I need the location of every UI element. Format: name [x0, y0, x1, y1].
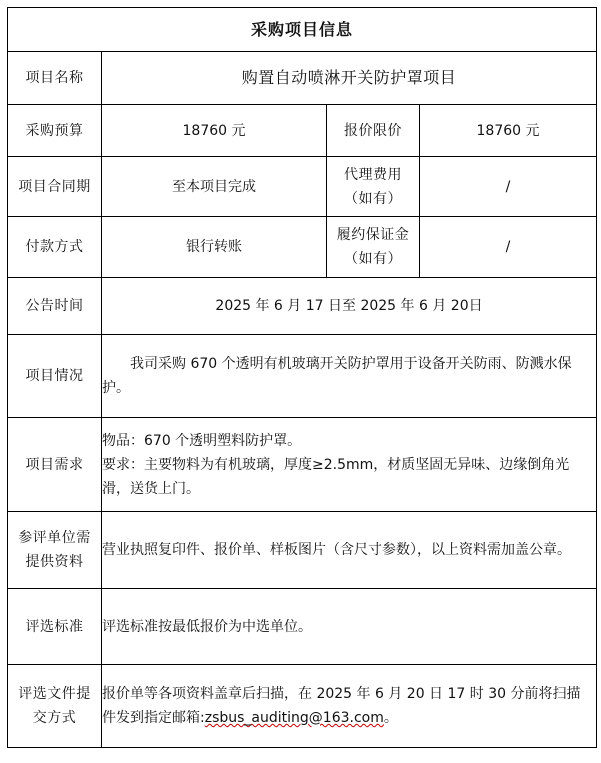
price-limit-value: 18760 元 [420, 105, 597, 157]
announcement-time-label: 公告时间 [8, 278, 102, 335]
project-requirements-value [102, 418, 597, 512]
row-required-materials [8, 512, 597, 589]
evaluation-criteria-value: 评选标准按最低报价为中选单位。 [102, 589, 597, 665]
table-title: 采购项目信息 [8, 8, 597, 52]
agency-fee-label [327, 157, 420, 217]
submission-end-punct: 。 [383, 710, 398, 726]
agency-fee-label-line2: （如有） [344, 190, 402, 207]
project-requirements-label: 项目需求 [8, 418, 102, 512]
row-project-requirements [8, 418, 597, 512]
agency-fee-label-line1: 代理费用 [344, 166, 402, 183]
budget-value: 18760 元 [102, 105, 327, 157]
procurement-info-table [7, 7, 597, 748]
price-limit-label: 报价限价 [327, 105, 420, 157]
project-name-value: 购置自动喷淋开关防护罩项目 [102, 52, 597, 105]
required-materials-value: 营业执照复印件、报价单、样板图片（含尺寸参数），以上资料需加盖公章。 [102, 512, 597, 589]
evaluation-criteria-label: 评选标准 [8, 589, 102, 665]
submission-method-label-line2: 交方式 [32, 710, 77, 726]
row-project-name [8, 52, 597, 105]
submission-instructions: 报价单等各项资料盖章后扫描，在 2025 年 6 月 20 日 17 时 30 分前将扫描件发到指定邮箱: [102, 686, 581, 726]
performance-bond-value: / [420, 217, 597, 278]
contract-period-value: 至本项目完成 [102, 157, 327, 217]
agency-fee-value: / [420, 157, 597, 217]
project-situation-value: 我司采购 670 个透明有机玻璃开关防护罩用于设备开关防雨、防溅水保护。 [102, 335, 597, 418]
submission-method-label-line1: 评选文件提 [18, 686, 91, 702]
project-name-label: 项目名称 [8, 52, 102, 105]
requirements-spec-line: 要求：主要物料为有机玻璃，厚度≥2.5mm，材质坚固无异味、边缘倒角光滑，送货上门。 [102, 456, 570, 497]
procurement-info-sheet [7, 7, 596, 748]
announcement-time-value: 2025 年 6 月 17 日至 2025 年 6 月 20日 [102, 278, 597, 335]
submission-method-value [102, 665, 597, 748]
row-project-situation [8, 335, 597, 418]
performance-bond-label [327, 217, 420, 278]
project-situation-label: 项目情况 [8, 335, 102, 418]
title-row [8, 8, 597, 52]
contract-period-label: 项目合同期 [8, 157, 102, 217]
performance-bond-label-line2: （如有） [344, 251, 402, 267]
budget-label: 采购预算 [8, 105, 102, 157]
payment-method-label: 付款方式 [8, 217, 102, 278]
required-materials-label-line1: 参评单位需 [18, 530, 91, 546]
row-submission-method [8, 665, 597, 748]
requirements-item-line: 物品：670 个透明塑料防护罩。 [102, 432, 302, 449]
submission-method-label [8, 665, 102, 748]
payment-method-value: 银行转账 [102, 217, 327, 278]
row-announcement [8, 278, 597, 335]
row-payment [8, 217, 597, 278]
row-budget [8, 105, 597, 157]
submission-email: zsbus_auditing@163.com [204, 710, 384, 726]
row-contract-period [8, 157, 597, 217]
required-materials-label-line2: 提供资料 [25, 554, 84, 570]
row-evaluation-criteria [8, 589, 597, 665]
performance-bond-label-line1: 履约保证金 [336, 227, 410, 243]
required-materials-label [8, 512, 102, 589]
